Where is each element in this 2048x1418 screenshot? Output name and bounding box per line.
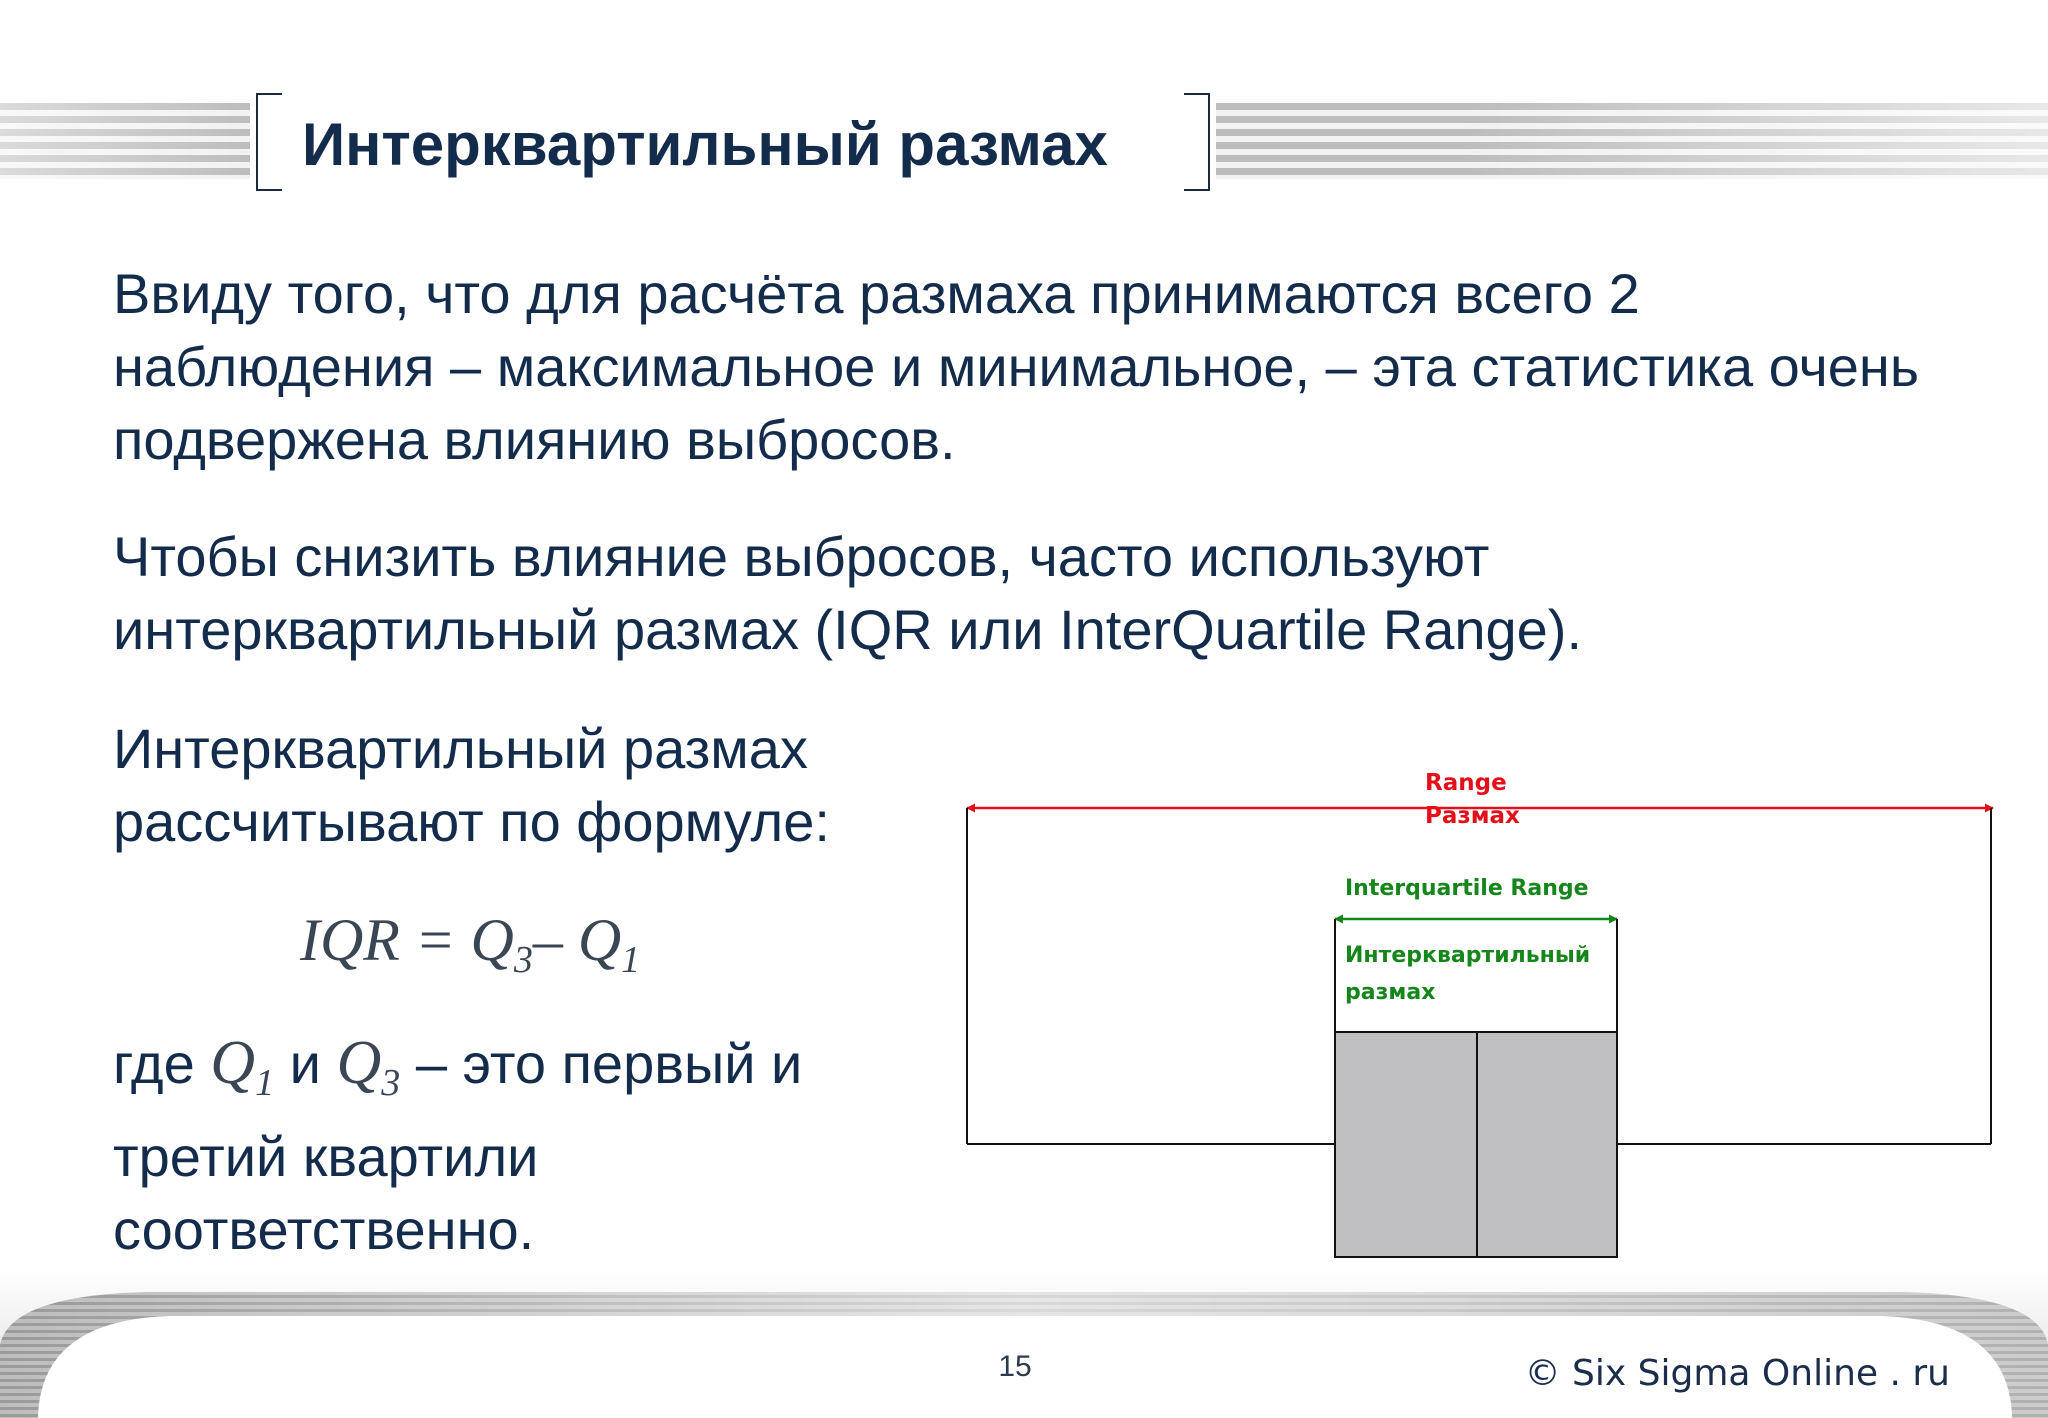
formula-minus: – (532, 907, 578, 973)
q3-symbol: $Q_3$ (336, 1029, 401, 1104)
page-number: 15 (998, 1350, 1032, 1383)
formula-q3: Q (470, 907, 514, 973)
formula-q1: Q (577, 907, 622, 973)
range-label-ru: Размах (1425, 803, 1520, 829)
paragraph-quartiles-definition (113, 1027, 913, 1266)
paragraph-iqr-intro: Чтобы снизить влияние выбросов, часто используют интерквартильный размах (IQR или InterQuartile Range). (113, 525, 1583, 661)
formula-lhs: IQR (300, 907, 400, 973)
formula-q3-subscript: 3 (513, 939, 533, 981)
copyright-notice: © Six Sigma Online . ru (1524, 1353, 1950, 1394)
paragraph-range-outliers: Ввиду того, что для расчёта размаха принимаются всего 2 наблюдения – максимальное и минимальное, – эта статистика очень подвержена влиянию выбросов. (113, 262, 1919, 471)
title-bracket-left (256, 93, 282, 191)
title-bracket-right (1184, 93, 1210, 191)
paragraph-formula-intro: Интерквартильный размах рассчитывают по формуле: (113, 717, 830, 853)
header-stripes-left (0, 103, 250, 179)
iqr-label-ru-line2: размах (1345, 980, 1436, 1005)
iqr-label-ru-line1: Интерквартильный (1345, 943, 1591, 968)
para4-suffix: – это первый и третий квартили соответственно. (113, 1032, 803, 1261)
para4-prefix: где (113, 1032, 195, 1095)
slide-title: Интерквартильный размах (302, 111, 1108, 178)
range-label-en: Range (1425, 770, 1507, 796)
q1-symbol: $Q_1$ (210, 1029, 275, 1104)
formula-q1-subscript: 1 (621, 939, 641, 981)
iqr-range-diagram (955, 765, 2025, 1270)
header-stripes-right (1216, 103, 2048, 179)
iqr-label-en: Interquartile Range (1345, 876, 1589, 901)
iqr-formula (300, 906, 640, 982)
para4-and: и (289, 1032, 321, 1095)
footer-band (0, 1270, 2048, 1418)
formula-equals: = (399, 907, 471, 973)
